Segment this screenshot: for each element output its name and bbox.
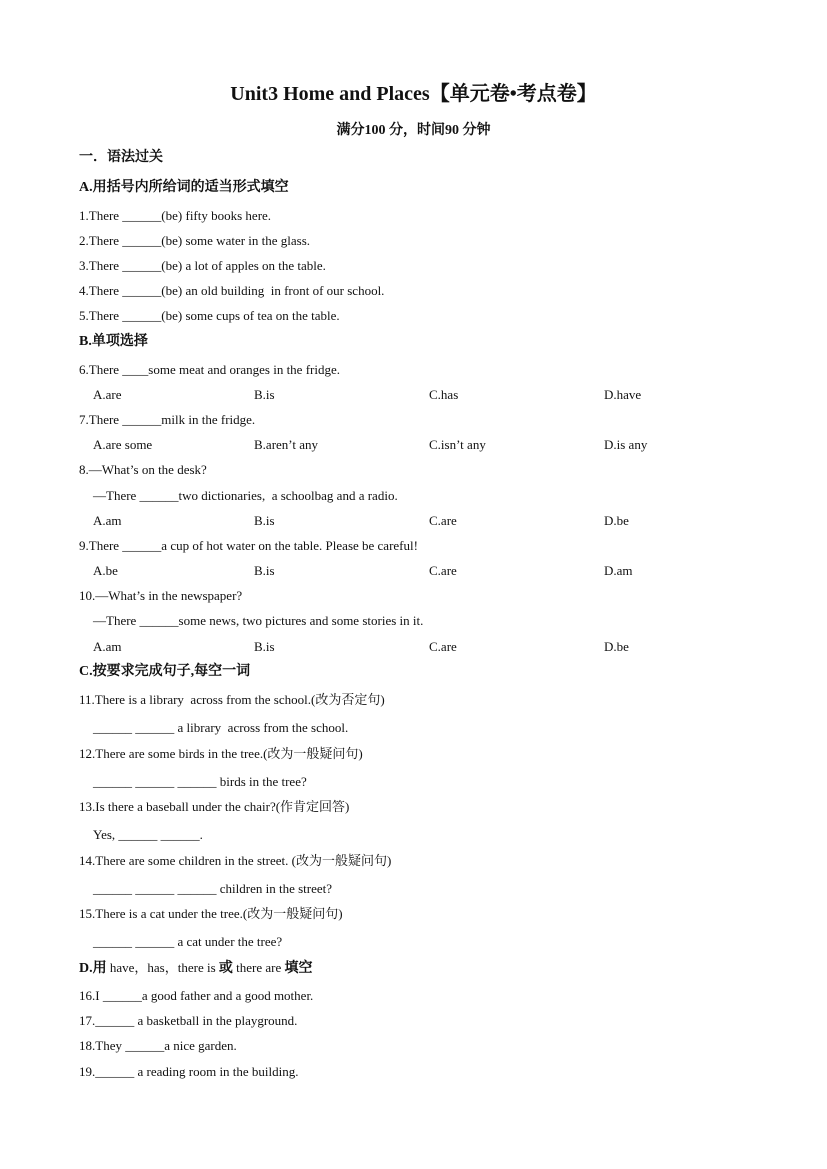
question-4: 4.There ______(be) an old building in front of our school.	[79, 283, 385, 298]
question-9: 9.There ______a cup of hot water on the table. Please be careful!	[79, 538, 418, 553]
question-15: 15.There is a cat under the tree.(改为一般疑问句)	[79, 906, 343, 921]
option-b: B.is	[254, 513, 275, 528]
question-8-line2: —There ______two dictionaries, a schoolbag and a radio.	[93, 488, 398, 503]
part-a-heading: A.用括号内所给词的适当形式填空	[79, 180, 289, 195]
option-a: A.am	[93, 639, 122, 654]
option-d: D.be	[604, 513, 629, 528]
question-2: 2.There ______(be) some water in the glass.	[79, 233, 311, 248]
option-b: B.is	[254, 639, 275, 654]
option-a: A.are some	[93, 437, 153, 452]
question-13: 13.Is there a baseball under the chair?(作肯定回答)	[79, 799, 350, 814]
page-title: Unit3 Home and Places【单元卷•考点卷】	[230, 83, 597, 105]
option-c: C.has	[429, 387, 459, 402]
question-16: 16.I ______a good father and a good mother.	[79, 988, 314, 1003]
question-9-options	[0, 563, 827, 579]
question-8: 8.—What’s on the desk?	[79, 462, 207, 477]
option-c: C.are	[429, 639, 457, 654]
option-c: C.are	[429, 563, 457, 578]
question-7-options	[0, 437, 827, 453]
part-d-heading-words-1: have，has，there is	[106, 960, 219, 975]
question-6-options	[0, 387, 827, 403]
question-14: 14.There are some children in the street. (改为一般疑问句)	[79, 853, 392, 868]
question-10-options	[0, 639, 827, 655]
question-14-answer-line: ______ ______ ______ children in the street?	[93, 881, 333, 896]
option-c: C.isn’t any	[429, 437, 486, 452]
question-3: 3.There ______(be) a lot of apples on the table.	[79, 258, 326, 273]
question-18: 18.They ______a nice garden.	[79, 1038, 237, 1053]
question-6: 6.There ____some meat and oranges in the fridge.	[79, 362, 340, 377]
question-19: 19.______ a reading room in the building.	[79, 1064, 299, 1079]
question-10-line2: —There ______some news, two pictures and some stories in it.	[93, 613, 424, 628]
question-12-answer-line: ______ ______ ______ birds in the tree?	[93, 774, 307, 789]
part-d-heading-prefix: D.用	[79, 961, 107, 976]
option-d: D.am	[604, 563, 633, 578]
option-a: A.be	[93, 563, 118, 578]
part-d-heading-words-2: there are	[232, 960, 285, 975]
option-d: D.have	[604, 387, 642, 402]
option-b: B.is	[254, 387, 275, 402]
page-subtitle: 满分100 分，时间90 分钟	[336, 123, 491, 138]
question-12: 12.There are some birds in the tree.(改为一般疑问句)	[79, 746, 363, 761]
question-17: 17.______ a basketball in the playground.	[79, 1013, 298, 1028]
question-11-answer-line: ______ ______ a library across from the school.	[93, 720, 349, 735]
section-heading: 一．语法过关	[79, 150, 163, 165]
part-d-heading	[79, 960, 313, 977]
part-b-heading: B.单项选择	[79, 334, 148, 349]
question-5: 5.There ______(be) some cups of tea on the table.	[79, 308, 340, 323]
part-d-heading-suffix: 填空	[284, 961, 313, 976]
question-13-answer-line: Yes, ______ ______.	[93, 827, 203, 842]
question-8-options	[0, 513, 827, 529]
question-1: 1.There ______(be) fifty books here.	[79, 208, 272, 223]
question-15-answer-line: ______ ______ a cat under the tree?	[93, 934, 283, 949]
part-c-heading: C.按要求完成句子,每空一词	[79, 664, 251, 679]
question-7: 7.There ______milk in the fridge.	[79, 412, 256, 427]
option-b: B.is	[254, 563, 275, 578]
part-d-heading-or: 或	[218, 961, 233, 976]
option-b: B.aren’t any	[254, 437, 319, 452]
option-d: D.is any	[604, 437, 648, 452]
question-10: 10.—What’s in the newspaper?	[79, 588, 243, 603]
option-a: A.am	[93, 513, 122, 528]
option-d: D.be	[604, 639, 629, 654]
option-c: C.are	[429, 513, 457, 528]
question-11: 11.There is a library across from the school.(改为否定句)	[79, 692, 385, 707]
option-a: A.are	[93, 387, 122, 402]
